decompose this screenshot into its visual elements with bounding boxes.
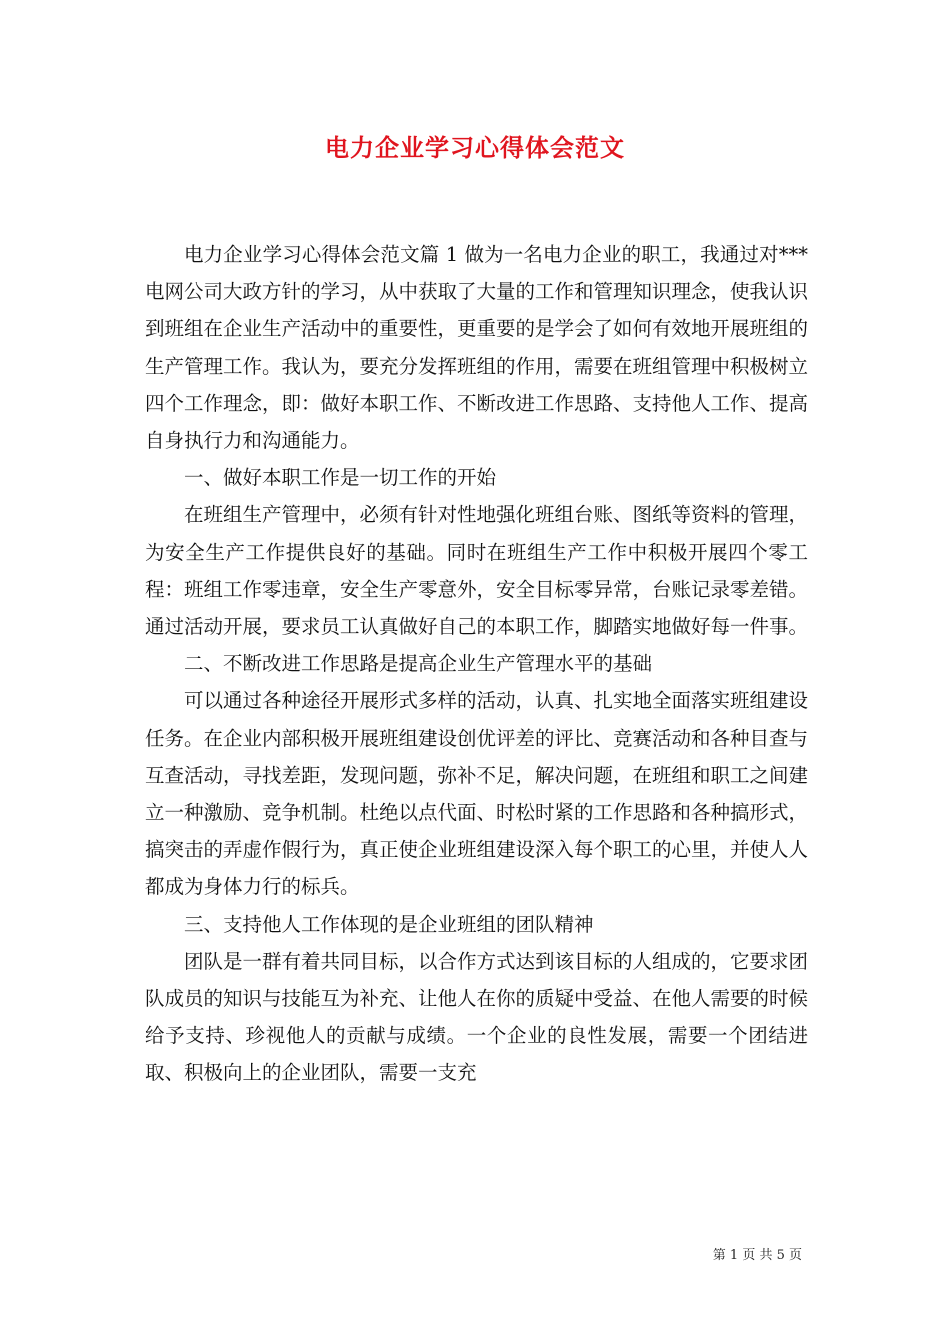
paragraph-section-3: 团队是一群有着共同目标，以合作方式达到该目标的人组成的，它要求团队成员的知识与技能互为补充、让他人在你的质疑中受益、在他人需要的时候给予支持、珍视他人的贡献与成绩。一个企业的良性发展，需要一个团结进取、积极向上的企业团队，需要一支充 [145, 949, 809, 1085]
paragraph-intro: 电力企业学习心得体会范文篇 1 做为一名电力企业的职工，我通过对***电网公司大政方针的学习，从中获取了大量的工作和管理知识理念，使我认识到班组在企业生产活动中的重要性，更重要的是学会了如何有效地开展班组的生产管理工作。我认为，要充分发挥班组的作用，需要在班组管理中积极树立四个工作理念，即：做好本职工作、不断改进工作思路、支持他人工作、提高自身执行力和沟通能力。 [145, 243, 809, 453]
section-heading-1: 一、做好本职工作是一切工作的开始 [184, 466, 497, 490]
document-body [145, 236, 808, 1092]
page-title: 电力企业学习心得体会范文 [325, 133, 625, 162]
paragraph-section-2: 可以通过各种途径开展形式多样的活动，认真、扎实地全面落实班组建设任务。在企业内部积极开展班组建设创优评差的评比、竞赛活动和各种目查与互查活动，寻找差距，发现问题，弥补不足，解决问题，在班组和职工之间建立一种激励、竞争机制。杜绝以点代面、时松时紧的工作思路和各种搞形式，搞突击的弄虚作假行为，真正使企业班组建设深入每个职工的心里，并使人人都成为身体力行的标兵。 [145, 689, 809, 899]
page-number: 第 1 页 共 5 页 [712, 1248, 802, 1263]
section-heading-2: 二、不断改进工作思路是提高企业生产管理水平的基础 [184, 652, 653, 676]
section-heading-3: 三、支持他人工作体现的是企业班组的团队精神 [184, 912, 594, 936]
paragraph-section-1: 在班组生产管理中，必须有针对性地强化班组台账、图纸等资料的管理，为安全生产工作提供良好的基础。同时在班组生产工作中积极开展四个零工程：班组工作零违章，安全生产零意外，安全目标零异常，台账记录零差错。通过活动开展，要求员工认真做好自己的本职工作，脚踏实地做好每一件事。 [145, 503, 809, 639]
